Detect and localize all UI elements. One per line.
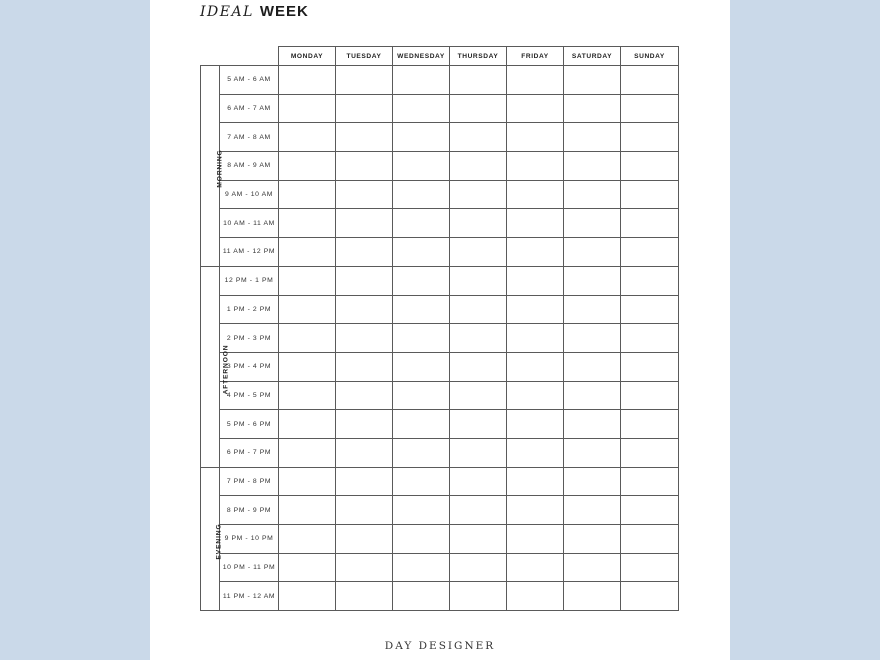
schedule-cell-friday[interactable] bbox=[507, 123, 564, 152]
schedule-cell-wednesday[interactable] bbox=[393, 180, 450, 209]
schedule-cell-friday[interactable] bbox=[507, 352, 564, 381]
schedule-cell-wednesday[interactable] bbox=[393, 266, 450, 295]
schedule-cell-sunday[interactable] bbox=[621, 438, 679, 467]
schedule-cell-wednesday[interactable] bbox=[393, 94, 450, 123]
schedule-cell-tuesday[interactable] bbox=[336, 324, 393, 353]
schedule-cell-tuesday[interactable] bbox=[336, 238, 393, 267]
schedule-cell-sunday[interactable] bbox=[621, 152, 679, 181]
planner-page bbox=[150, 0, 730, 660]
time-slot-label: 6 AM - 7 AM bbox=[220, 94, 279, 123]
day-header-thursday: THURSDAY bbox=[450, 47, 507, 66]
schedule-cell-friday[interactable] bbox=[507, 438, 564, 467]
schedule-cell-sunday[interactable] bbox=[621, 352, 679, 381]
time-slot-row bbox=[201, 496, 679, 525]
schedule-cell-saturday[interactable] bbox=[564, 123, 621, 152]
schedule-cell-friday[interactable] bbox=[507, 238, 564, 267]
schedule-cell-friday[interactable] bbox=[507, 553, 564, 582]
schedule-cell-tuesday[interactable] bbox=[336, 180, 393, 209]
schedule-cell-monday[interactable] bbox=[279, 295, 336, 324]
schedule-cell-monday[interactable] bbox=[279, 496, 336, 525]
schedule-cell-sunday[interactable] bbox=[621, 410, 679, 439]
schedule-cell-tuesday[interactable] bbox=[336, 553, 393, 582]
time-slot-row bbox=[201, 381, 679, 410]
schedule-cell-monday[interactable] bbox=[279, 438, 336, 467]
period-label: AFTERNOON bbox=[222, 344, 230, 395]
schedule-cell-saturday[interactable] bbox=[564, 496, 621, 525]
schedule-cell-monday[interactable] bbox=[279, 152, 336, 181]
header-corner bbox=[201, 47, 279, 66]
schedule-cell-sunday[interactable] bbox=[621, 295, 679, 324]
time-slot-label: 10 PM - 11 PM bbox=[220, 553, 279, 582]
schedule-cell-sunday[interactable] bbox=[621, 238, 679, 267]
schedule-cell-tuesday[interactable] bbox=[336, 582, 393, 611]
title-italic: IDEAL bbox=[200, 4, 254, 20]
schedule-cell-thursday[interactable] bbox=[450, 553, 507, 582]
time-slot-label: 10 AM - 11 AM bbox=[220, 209, 279, 238]
schedule-cell-tuesday[interactable] bbox=[336, 496, 393, 525]
schedule-cell-sunday[interactable] bbox=[621, 582, 679, 611]
time-slot-row bbox=[201, 209, 679, 238]
schedule-cell-thursday[interactable] bbox=[450, 410, 507, 439]
schedule-cell-saturday[interactable] bbox=[564, 410, 621, 439]
schedule-cell-saturday[interactable] bbox=[564, 381, 621, 410]
time-slot-label: 9 AM - 10 AM bbox=[220, 180, 279, 209]
schedule-cell-wednesday[interactable] bbox=[393, 525, 450, 554]
time-slot-label: 3 PM - 4 PM bbox=[220, 352, 279, 381]
schedule-cell-saturday[interactable] bbox=[564, 324, 621, 353]
schedule-cell-monday[interactable] bbox=[279, 66, 336, 95]
schedule-cell-thursday[interactable] bbox=[450, 94, 507, 123]
schedule-cell-monday[interactable] bbox=[279, 324, 336, 353]
schedule-cell-saturday[interactable] bbox=[564, 525, 621, 554]
time-slot-label: 5 PM - 6 PM bbox=[220, 410, 279, 439]
schedule-cell-monday[interactable] bbox=[279, 123, 336, 152]
schedule-cell-wednesday[interactable] bbox=[393, 295, 450, 324]
schedule-cell-wednesday[interactable] bbox=[393, 467, 450, 496]
page-title bbox=[200, 3, 309, 23]
schedule-cell-sunday[interactable] bbox=[621, 94, 679, 123]
schedule-cell-friday[interactable] bbox=[507, 410, 564, 439]
schedule-cell-tuesday[interactable] bbox=[336, 123, 393, 152]
time-slot-label: 1 PM - 2 PM bbox=[220, 295, 279, 324]
time-slot-row bbox=[201, 266, 679, 295]
schedule-cell-thursday[interactable] bbox=[450, 295, 507, 324]
schedule-cell-saturday[interactable] bbox=[564, 582, 621, 611]
schedule-cell-thursday[interactable] bbox=[450, 209, 507, 238]
time-slot-row bbox=[201, 94, 679, 123]
time-slot-label: 11 AM - 12 PM bbox=[220, 238, 279, 267]
schedule-cell-sunday[interactable] bbox=[621, 467, 679, 496]
schedule-cell-sunday[interactable] bbox=[621, 381, 679, 410]
time-slot-label: 8 PM - 9 PM bbox=[220, 496, 279, 525]
schedule-cell-sunday[interactable] bbox=[621, 266, 679, 295]
schedule-cell-tuesday[interactable] bbox=[336, 352, 393, 381]
schedule-cell-friday[interactable] bbox=[507, 152, 564, 181]
time-slot-row bbox=[201, 66, 679, 95]
schedule-cell-saturday[interactable] bbox=[564, 66, 621, 95]
period-evening bbox=[201, 467, 223, 610]
schedule-cell-saturday[interactable] bbox=[564, 438, 621, 467]
schedule-cell-thursday[interactable] bbox=[450, 324, 507, 353]
schedule-cell-wednesday[interactable] bbox=[393, 238, 450, 267]
schedule-cell-thursday[interactable] bbox=[450, 438, 507, 467]
schedule-cell-sunday[interactable] bbox=[621, 123, 679, 152]
schedule-cell-wednesday[interactable] bbox=[393, 496, 450, 525]
schedule-cell-wednesday[interactable] bbox=[393, 381, 450, 410]
schedule-cell-thursday[interactable] bbox=[450, 266, 507, 295]
time-slot-row bbox=[201, 324, 679, 353]
schedule-cell-tuesday[interactable] bbox=[336, 266, 393, 295]
title-bold: WEEK bbox=[259, 3, 309, 20]
schedule-cell-monday[interactable] bbox=[279, 467, 336, 496]
time-slot-row bbox=[201, 582, 679, 611]
time-slot-row bbox=[201, 467, 679, 496]
period-morning bbox=[201, 66, 224, 267]
schedule-cell-wednesday[interactable] bbox=[393, 324, 450, 353]
schedule-cell-wednesday[interactable] bbox=[393, 352, 450, 381]
schedule-cell-tuesday[interactable] bbox=[336, 438, 393, 467]
schedule-cell-saturday[interactable] bbox=[564, 553, 621, 582]
schedule-cell-saturday[interactable] bbox=[564, 238, 621, 267]
time-slot-row bbox=[201, 238, 679, 267]
schedule-cell-thursday[interactable] bbox=[450, 525, 507, 554]
schedule-cell-saturday[interactable] bbox=[564, 467, 621, 496]
schedule-cell-saturday[interactable] bbox=[564, 352, 621, 381]
schedule-cell-monday[interactable] bbox=[279, 410, 336, 439]
schedule-cell-thursday[interactable] bbox=[450, 123, 507, 152]
time-slot-label: 6 PM - 7 PM bbox=[220, 438, 279, 467]
schedule-cell-tuesday[interactable] bbox=[336, 410, 393, 439]
schedule-cell-tuesday[interactable] bbox=[336, 209, 393, 238]
time-slot-row bbox=[201, 525, 679, 554]
schedule-cell-wednesday[interactable] bbox=[393, 438, 450, 467]
time-slot-row bbox=[201, 352, 679, 381]
schedule-cell-friday[interactable] bbox=[507, 180, 564, 209]
time-slot-label: 2 PM - 3 PM bbox=[220, 324, 279, 353]
schedule-cell-thursday[interactable] bbox=[450, 180, 507, 209]
schedule-cell-thursday[interactable] bbox=[450, 467, 507, 496]
time-slot-row bbox=[201, 438, 679, 467]
day-header-monday: MONDAY bbox=[279, 47, 336, 66]
time-slot-label: 11 PM - 12 AM bbox=[220, 582, 279, 611]
schedule-cell-thursday[interactable] bbox=[450, 381, 507, 410]
schedule-cell-monday[interactable] bbox=[279, 94, 336, 123]
schedule-cell-tuesday[interactable] bbox=[336, 525, 393, 554]
schedule-cell-saturday[interactable] bbox=[564, 180, 621, 209]
schedule-cell-sunday[interactable] bbox=[621, 496, 679, 525]
schedule-cell-wednesday[interactable] bbox=[393, 66, 450, 95]
schedule-cell-monday[interactable] bbox=[279, 381, 336, 410]
schedule-cell-friday[interactable] bbox=[507, 66, 564, 95]
schedule-cell-friday[interactable] bbox=[507, 381, 564, 410]
schedule-cell-sunday[interactable] bbox=[621, 180, 679, 209]
schedule-cell-tuesday[interactable] bbox=[336, 467, 393, 496]
schedule-cell-saturday[interactable] bbox=[564, 94, 621, 123]
period-label: MORNING bbox=[216, 149, 224, 188]
schedule-cell-sunday[interactable] bbox=[621, 324, 679, 353]
time-slot-label: 7 PM - 8 PM bbox=[220, 467, 279, 496]
schedule-cell-tuesday[interactable] bbox=[336, 381, 393, 410]
period-label: EVENING bbox=[215, 523, 223, 560]
time-slot-label: 4 PM - 5 PM bbox=[220, 381, 279, 410]
schedule-cell-thursday[interactable] bbox=[450, 238, 507, 267]
schedule-grid bbox=[200, 46, 679, 611]
time-slot-row bbox=[201, 553, 679, 582]
schedule-cell-wednesday[interactable] bbox=[393, 152, 450, 181]
schedule-cell-saturday[interactable] bbox=[564, 266, 621, 295]
schedule-cell-wednesday[interactable] bbox=[393, 553, 450, 582]
schedule-cell-tuesday[interactable] bbox=[336, 94, 393, 123]
schedule-cell-saturday[interactable] bbox=[564, 152, 621, 181]
schedule-cell-friday[interactable] bbox=[507, 467, 564, 496]
schedule-cell-thursday[interactable] bbox=[450, 496, 507, 525]
day-header-wednesday: WEDNESDAY bbox=[393, 47, 450, 66]
schedule-cell-thursday[interactable] bbox=[450, 352, 507, 381]
schedule-cell-saturday[interactable] bbox=[564, 209, 621, 238]
schedule-cell-thursday[interactable] bbox=[450, 582, 507, 611]
time-slot-label: 7 AM - 8 AM bbox=[220, 123, 279, 152]
schedule-cell-wednesday[interactable] bbox=[393, 123, 450, 152]
schedule-cell-friday[interactable] bbox=[507, 496, 564, 525]
schedule-cell-monday[interactable] bbox=[279, 266, 336, 295]
period-afternoon bbox=[201, 266, 230, 467]
schedule-cell-friday[interactable] bbox=[507, 324, 564, 353]
schedule-cell-friday[interactable] bbox=[507, 266, 564, 295]
time-slot-row bbox=[201, 152, 679, 181]
schedule-cell-tuesday[interactable] bbox=[336, 295, 393, 324]
day-header-sunday: SUNDAY bbox=[621, 47, 679, 66]
schedule-cell-tuesday[interactable] bbox=[336, 66, 393, 95]
time-slot-label: 12 PM - 1 PM bbox=[220, 266, 279, 295]
schedule-cell-friday[interactable] bbox=[507, 209, 564, 238]
schedule-cell-monday[interactable] bbox=[279, 553, 336, 582]
time-slot-row bbox=[201, 410, 679, 439]
schedule-cell-sunday[interactable] bbox=[621, 553, 679, 582]
time-slot-label: 5 AM - 6 AM bbox=[220, 66, 279, 95]
day-header-row bbox=[201, 47, 679, 66]
schedule-cell-wednesday[interactable] bbox=[393, 582, 450, 611]
day-header-tuesday: TUESDAY bbox=[336, 47, 393, 66]
time-slot-row bbox=[201, 180, 679, 209]
schedule-cell-wednesday[interactable] bbox=[393, 410, 450, 439]
schedule-cell-thursday[interactable] bbox=[450, 152, 507, 181]
schedule-cell-monday[interactable] bbox=[279, 525, 336, 554]
time-slot-label: 8 AM - 9 AM bbox=[220, 152, 279, 181]
schedule-cell-thursday[interactable] bbox=[450, 66, 507, 95]
schedule-cell-sunday[interactable] bbox=[621, 209, 679, 238]
schedule-cell-monday[interactable] bbox=[279, 582, 336, 611]
time-slot-row bbox=[201, 123, 679, 152]
time-slot-label: 9 PM - 10 PM bbox=[220, 525, 279, 554]
schedule-cell-monday[interactable] bbox=[279, 180, 336, 209]
schedule-cell-monday[interactable] bbox=[279, 209, 336, 238]
schedule-cell-saturday[interactable] bbox=[564, 295, 621, 324]
schedule-cell-friday[interactable] bbox=[507, 525, 564, 554]
schedule-cell-friday[interactable] bbox=[507, 582, 564, 611]
brand-footer: DAY DESIGNER bbox=[384, 640, 496, 652]
time-slot-row bbox=[201, 295, 679, 324]
day-header-friday: FRIDAY bbox=[507, 47, 564, 66]
schedule-cell-friday[interactable] bbox=[507, 295, 564, 324]
schedule-cell-wednesday[interactable] bbox=[393, 209, 450, 238]
schedule-cell-monday[interactable] bbox=[279, 352, 336, 381]
schedule-cell-friday[interactable] bbox=[507, 94, 564, 123]
schedule-cell-monday[interactable] bbox=[279, 238, 336, 267]
schedule-cell-sunday[interactable] bbox=[621, 525, 679, 554]
schedule-cell-tuesday[interactable] bbox=[336, 152, 393, 181]
schedule-cell-sunday[interactable] bbox=[621, 66, 679, 95]
day-header-saturday: SATURDAY bbox=[564, 47, 621, 66]
